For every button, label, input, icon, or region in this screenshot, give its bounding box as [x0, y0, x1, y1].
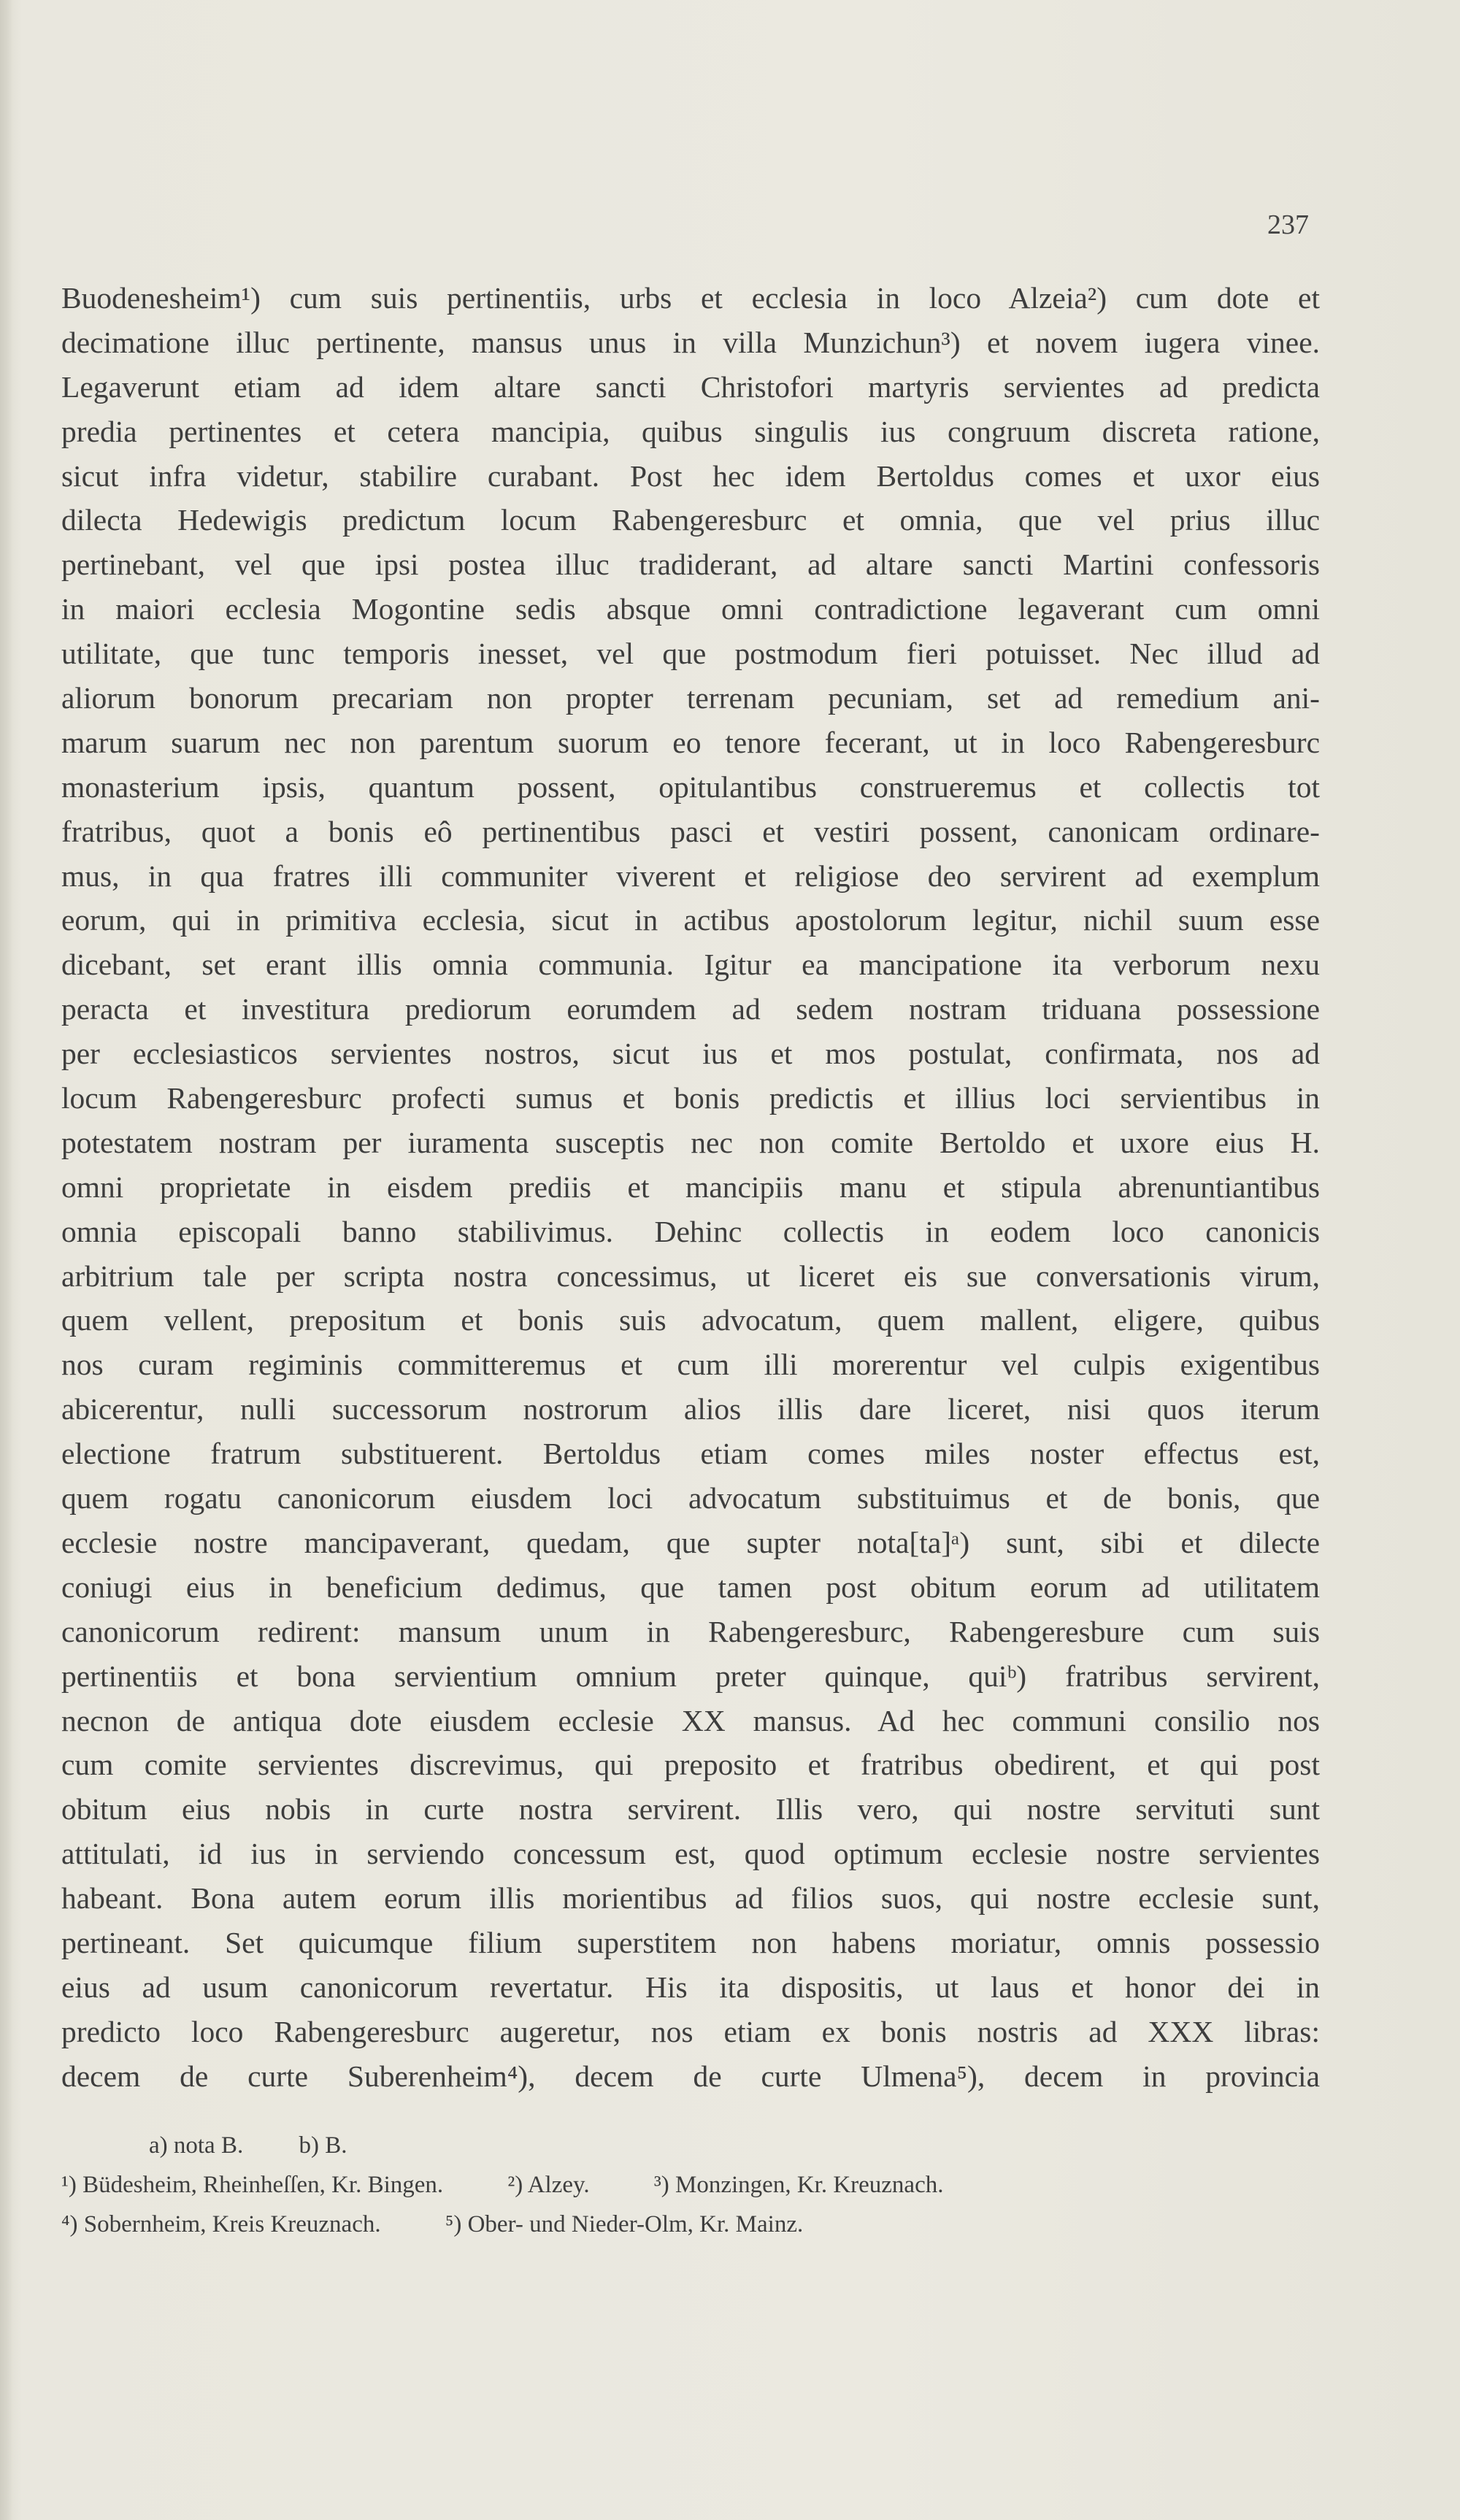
text-line: utilitate, que tunc temporis inesset, vel que postmodum fieri potuisset. Nec illud ad [61, 637, 1320, 671]
text-line: Buodenesheim¹) cum suis pertinentiis, urbs et ecclesia in loco Alzeia²) cum dote et [61, 281, 1320, 315]
text-line: in maiori ecclesia Mogontine sedis absque omni contradictione legaverant cum omni [61, 592, 1320, 626]
text-line: ecclesie nostre mancipaverant, quedam, que supter nota[ta]ᵃ) sunt, sibi et dilecte [61, 1525, 1320, 1559]
variant-notes [61, 2126, 1332, 2165]
variant-note: a) nota B. [149, 2132, 244, 2159]
text-line: monasterium ipsis, quantum possent, opitulantibus construeremus et collectis tot [61, 769, 1320, 804]
text-line: dicebant, set erant illis omnia communia. Igitur ea mancipatione ita verborum nexu [61, 948, 1320, 982]
text-line: abicerentur, nulli successorum nostrorum alios illis dare liceret, nisi quos iterum [61, 1392, 1320, 1426]
text-line: obitum eius nobis in curte nostra servirent. Illis vero, qui nostre servituti sunt [61, 1792, 1320, 1826]
notes-section [61, 2126, 1332, 2244]
text-line: eius ad usum canonicorum revertatur. His ita dispositis, ut laus et honor dei in [61, 1970, 1320, 2004]
text-line: coniugi eius in beneficium dedimus, que tamen post obitum eorum ad utilitatem [61, 1570, 1320, 1604]
text-line: pertineant. Set quicumque filium superstitem non habens moriatur, omnis possessio [61, 1925, 1320, 1959]
text-line: quem rogatu canonicorum eiusdem loci advocatum substituimus et de bonis, que [61, 1481, 1320, 1516]
text-line: sicut infra videtur, stabilire curabant. Post hec idem Bertoldus comes et uxor eius [61, 458, 1320, 493]
footnote: ¹) Büdesheim, Rheinheſſen, Kr. Bingen. [61, 2172, 444, 2198]
footnote: ²) Alzey. [507, 2172, 590, 2198]
text-line: predicto loco Rabengeresburc augeretur, nos etiam ex bonis nostris ad XXX libras: [61, 2014, 1320, 2048]
footnote: ⁴) Sobernheim, Kreis Kreuznach. [61, 2211, 381, 2237]
text-line: fratribus, quot a bonis eô pertinentibus pasci et vestiri possent, canonicam ordinare- [61, 814, 1320, 848]
footnotes-row [61, 2165, 1332, 2205]
text-line: nos curam regiminis committeremus et cum illi morerentur vel culpis exigentibus [61, 1348, 1320, 1382]
variant-note: b) B. [299, 2132, 347, 2159]
text-line: canonicorum redirent: mansum unum in Rabengeresburc, Rabengeresbure cum suis [61, 1614, 1320, 1648]
text-line: habeant. Bona autem eorum illis morientibus ad filios suos, qui nostre ecclesie sunt, [61, 1881, 1320, 1916]
text-line: omni proprietate in eisdem prediis et mancipiis manu et stipula abrenuntiantibus [61, 1169, 1320, 1204]
text-line: predia pertinentes et cetera mancipia, quibus singulis ius congruum discreta ratione, [61, 414, 1320, 448]
text-line: cum comite servientes discrevimus, qui preposito et fratribus obedirent, et qui post [61, 1748, 1320, 1782]
text-line: locum Rabengeresburc profecti sumus et bonis predictis et illius loci servientibus in [61, 1081, 1320, 1115]
page-number: 237 [1267, 210, 1309, 240]
text-line: decimatione illuc pertinente, mansus unus in villa Munzichun³) et novem iugera vinee. [61, 325, 1320, 359]
text-line: potestatem nostram per iuramenta susceptis nec non comite Bertoldo et uxore eius H. [61, 1125, 1320, 1159]
text-line: aliorum bonorum precariam non propter terrenam pecuniam, set ad remedium ani- [61, 681, 1320, 715]
footnote: ⁵) Ober- und Nieder-Olm, Kr. Mainz. [445, 2211, 804, 2237]
binding-shadow [0, 0, 13, 2520]
text-line: marum suarum nec non parentum suorum eo tenore fecerant, ut in loco Rabengeresburc [61, 725, 1320, 759]
footnotes-row [61, 2205, 1332, 2244]
text-line: dilecta Hedewigis predictum locum Rabengeresburc et omnia, que vel prius illuc [61, 503, 1320, 537]
footnote: ³) Monzingen, Kr. Kreuznach. [653, 2172, 944, 2198]
main-text [61, 276, 1320, 2099]
text-line: peracta et investitura prediorum eorumdem ad sedem nostram triduana possessione [61, 992, 1320, 1026]
text-line: mus, in qua fratres illi communiter viverent et religiose deo servirent ad exemplum [61, 858, 1320, 893]
text-line: pertinentiis et bona servientium omnium preter quinque, quiᵇ) fratribus servirent, [61, 1659, 1320, 1693]
text-line: quem vellent, prepositum et bonis suis advocatum, quem mallent, eligere, quibus [61, 1303, 1320, 1337]
text-line: decem de curte Suberenheim⁴), decem de curte Ulmena⁵), decem in provincia [61, 2059, 1320, 2093]
text-line: necnon de antiqua dote eiusdem ecclesie XX mansus. Ad hec communi consilio nos [61, 1703, 1320, 1737]
text-line: electione fratrum substituerent. Bertoldus etiam comes miles noster effectus est, [61, 1437, 1320, 1471]
text-line: pertinebant, vel que ipsi postea illuc tradiderant, ad altare sancti Martini confessoris [61, 548, 1320, 582]
text-line: per ecclesiasticos servientes nostros, sicut ius et mos postulat, confirmata, nos ad [61, 1037, 1320, 1071]
text-line: arbitrium tale per scripta nostra concessimus, ut liceret eis sue conversationis virum, [61, 1259, 1320, 1293]
text-line: eorum, qui in primitiva ecclesia, sicut in actibus apostolorum legitur, nichil suum esse [61, 903, 1320, 937]
text-line: Legaverunt etiam ad idem altare sancti Christofori martyris servientes ad predicta [61, 369, 1320, 404]
text-line: attitulati, id ius in serviendo concessum est, quod optimum ecclesie nostre servientes [61, 1837, 1320, 1871]
text-line: omnia episcopali banno stabilivimus. Dehinc collectis in eodem loco canonicis [61, 1214, 1320, 1248]
